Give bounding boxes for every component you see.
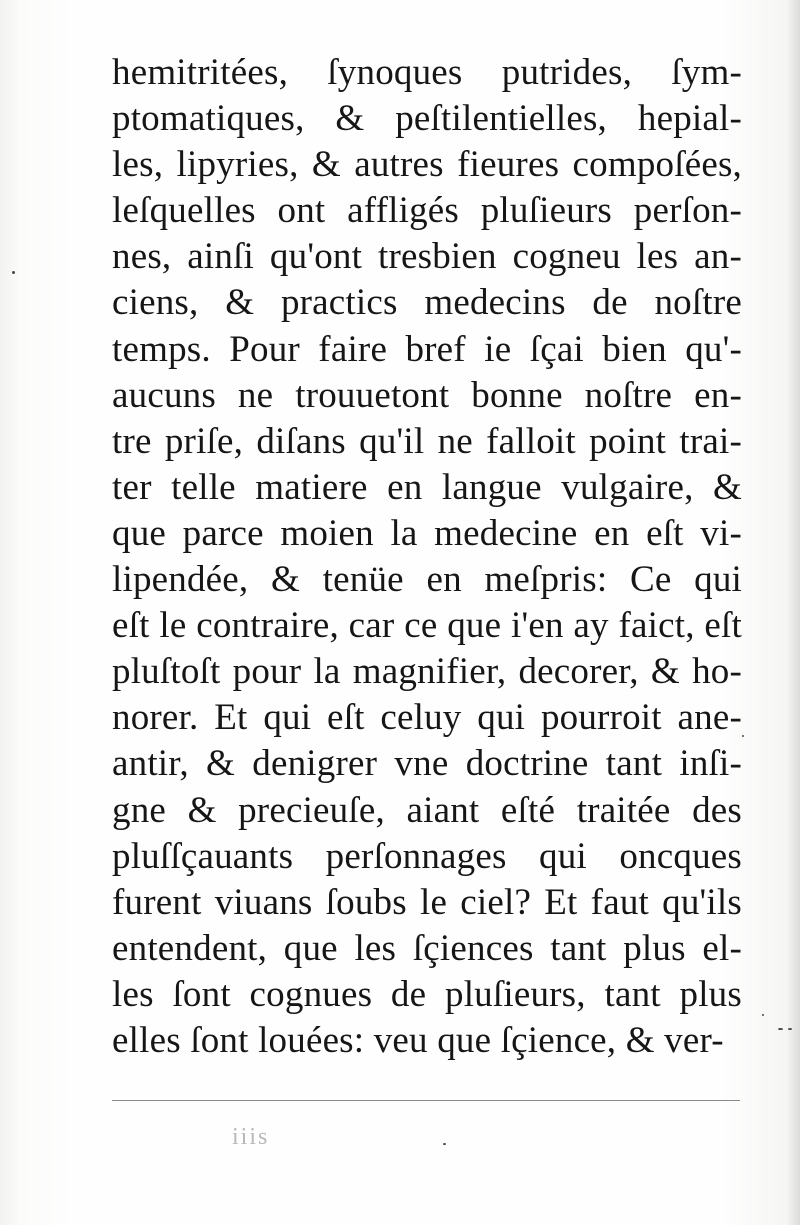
- text-line: eſt le contraire, car ce que i'en ay faict, eſt: [112, 605, 742, 647]
- text-line: entendent, que les ſçiences tant plus el-: [112, 927, 742, 969]
- ink-speck: [778, 1028, 783, 1030]
- bottom-rule: [112, 1100, 740, 1101]
- text-line: furent viuans ſoubs le ciel? Et faut qu'ils: [112, 881, 742, 923]
- text-line: aucuns ne trouuetont bonne noſtre en-: [112, 374, 742, 416]
- text-line: ptomatiques, & peſtilentielles, hepial-: [112, 98, 742, 140]
- text-line: pluſſçauants perſonnages qui oncques: [112, 835, 742, 877]
- text-line: gne & precieuſe, aiant eſté traitée des: [112, 789, 742, 831]
- ink-speck: [443, 1143, 446, 1145]
- text-line: tre priſe, diſans qu'il ne falloit point trai-: [112, 420, 742, 462]
- text-line: antir, & denigrer vne doctrine tant inſi-: [112, 743, 742, 785]
- text-line: leſquelles ont affligés pluſieurs perſon-: [112, 190, 742, 232]
- body-text: [112, 50, 742, 1064]
- text-line: norer. Et qui eſt celuy qui pourroit ane-: [112, 697, 742, 739]
- text-line: hemitritées, ſynoques putrides, ſym-: [112, 52, 742, 93]
- text-line: pluſtoſt pour la magnifier, decorer, & ho-: [112, 651, 742, 693]
- page-edge-shadow: [786, 0, 800, 1225]
- text-line: lipendée, & tenüe en meſpris: Ce qui: [112, 559, 742, 601]
- ink-speck: [762, 1014, 764, 1016]
- text-line: les ſont cognues de pluſieurs, tant plus: [112, 973, 742, 1015]
- text-line: temps. Pour faire bref ie ſçai bien qu'-: [112, 328, 742, 370]
- ink-speck: [12, 271, 15, 274]
- text-line: que parce moien la medecine en eſt vi-: [112, 512, 742, 554]
- text-line: les, lipyries, & autres fieures compoſées,: [112, 144, 742, 186]
- text-line: ter telle matiere en langue vulgaire, &: [112, 466, 742, 508]
- text-line: ciens, & practics medecins de noſtre: [112, 282, 742, 324]
- text-line: elles ſont louées: veu que ſçience, & ver-: [112, 1019, 724, 1061]
- text-line: nes, ainſi qu'ont tresbien cogneu les an-: [112, 236, 742, 278]
- ink-speck: [742, 735, 744, 737]
- ink-speck: [788, 1028, 792, 1030]
- show-through-text: iiis: [232, 1124, 270, 1150]
